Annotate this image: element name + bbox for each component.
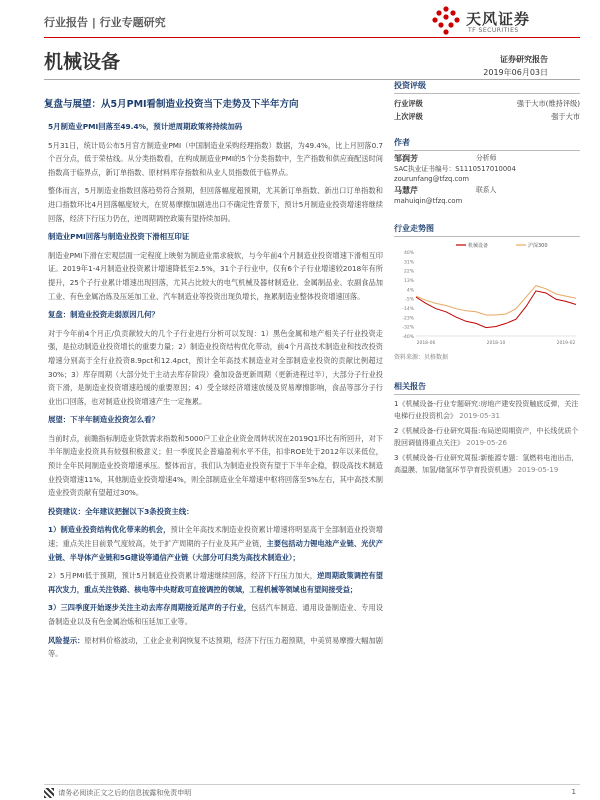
y-tick-label: 22%	[403, 269, 414, 275]
x-tick-label: 2018-10	[486, 340, 506, 346]
series-line	[416, 291, 576, 328]
logo-name-cn: 天风证券	[466, 10, 531, 28]
y-tick-label: 4%	[406, 288, 414, 294]
paragraph: 整体而言，5月制造业指数回落趋势符合预期，但回落幅度超预期，尤其新订单指数、新出口订单指数和进口指数环比4月回落幅度较大，在贸易摩擦加剧进出口不确定性背景下，预计5月制造业投资增速将继续回落，经济下行压力仍在，逆周期调控政策有望持续加码。	[48, 186, 383, 223]
y-tick-label: -5%	[405, 297, 414, 303]
paragraph: 5月31日，统计局公布5月官方制造业PMI（中国制造业采购经理指数）数据，为49.4%，比上月回落0.7个百分点，低于荣枯线。从分类指数看，在构成制造业PMI的5个分类指数中，生产指数和供应商配送时间指数高于临界点，新订单指数、原材料库存指数和从业人员指数低于临界点。	[48, 140, 383, 177]
report-date: 2019年06月03日	[483, 68, 548, 77]
trend-title: 行业走势图	[394, 221, 580, 237]
rating-label: 上次评级	[394, 111, 423, 121]
author-title: 作者	[394, 135, 580, 151]
paragraph: 当前时点，前瞻指标制造业贷款需求指数和5000户工业企业资金周转状况在2019Q1环比有所回升，对下半年制造业投资具有较强积极意义；但一季度民企普遍盈利水平不佳，扣非ROE处于2012年以来低位，预计全年民间制造业投资增速承压。整体而言，我们认为制造业投资有望于下半年企稳，假设高技术制造业投资增速11%，其他制造业投资增速4%，则全部制造业全年增速中枢将回落至5%左右，其中高技术制造业投资贡献有望超过30%。	[48, 433, 383, 498]
related-date: 2019-05-26	[466, 438, 507, 447]
text: 原材料价格波动，工业企业利润恢复不达预期，经济下行压力超预期，中美贸易摩擦大幅加剧等。	[48, 635, 383, 659]
footer	[44, 788, 580, 798]
x-tick-label: 2019-02	[556, 340, 576, 346]
text: 2）5月PMI低于预期，预计5月制造业投资累计增速继续回落，经济下行压力加大，	[48, 571, 318, 581]
related-link[interactable]: 3《机械设备-行业研究周报:新能源专题：氢燃料电池出击，高温膜、加氢/储氢环节孕育投资机遇》	[394, 453, 579, 474]
rating-label: 行业评级	[394, 98, 423, 108]
report-category: 行业报告 | 行业专题研究	[44, 16, 166, 29]
related-item[interactable]	[394, 452, 580, 476]
report-type: 证券研究报告	[500, 55, 548, 64]
related-item[interactable]	[394, 398, 580, 422]
paragraph	[48, 523, 383, 564]
page-number: 1	[571, 788, 576, 796]
series-line	[416, 285, 576, 314]
paragraph: 对于今年前4个月正/负贡献较大的几个子行业进行分析可以发现：1）黑色金属和地产相关子行业投资走强，是拉动制造业投资增长的重要力量；2）制造业投资结构优化带动，前4个月高技术制造业和技改投资增速分别高于全行业投资8.9pct和12.4pct，预计全年高技术制造业对全部制造业投资的贡献比例超过30%；3）库存周期（大部分处于主动去库存阶段）叠加设备更新周期（更新进程过半），大部分子行业投资下滑，是制造业投资增速趋缓的重要原因；4）受全球经济增速放缓及贸易摩擦影响，食品等部分子行业出口回落，也对制造业投资增速产生一定拖累。	[48, 328, 383, 406]
trend-chart-svg	[394, 240, 580, 350]
paragraph: 制造业PMI下滑在宏观层面一定程度上映射为制造业需求疲软，与今年前4个月制造业投资增速下滑相互印证。2019年1-4月制造业投资累计增速降低至2.5%，31个子行业中，仅有6个子行业增速较2018年有所提升，25个子行业累计增速出现回落，尤其占比较大的电气机械及器材制造业、金属制品业、农副食品加工业、有色金属冶炼及压延加工业、汽车制造业等投资出现负增长，拖累制造业整体投资增速回落。	[48, 250, 383, 301]
x-tick-label: 2018-06	[416, 340, 436, 346]
legend-label: 机械设备	[468, 242, 489, 249]
author-cert: SAC执业证书编号：S1110517010004	[394, 165, 516, 173]
y-tick-label: 40%	[403, 250, 414, 256]
bold-lead: 3）三四季度开始逐步关注主动去库存周期接近尾声的子行业，	[48, 603, 252, 613]
section-heading: 展望：下半年制造业投资怎么看？	[48, 415, 159, 425]
section-heading: 复盘：制造业投资走弱原因几何？	[48, 310, 159, 320]
main-content	[48, 120, 383, 666]
qr-icon	[44, 788, 54, 798]
rating-title: 投资评级	[394, 78, 580, 94]
related-item[interactable]	[394, 425, 580, 449]
author-block	[394, 154, 580, 207]
rating-row	[394, 110, 580, 123]
related-title: 相关报告	[394, 379, 580, 395]
footer-disclaimer: 请务必阅读正文之后的信息披露和免责申明	[58, 789, 192, 797]
related-link[interactable]: 2《机械设备-行业研究周报:布局逆周期资产，中长线优质个股回调值得重点关注》	[394, 426, 579, 447]
rating-value: 强于大市	[551, 111, 580, 121]
y-tick-label: -23%	[402, 316, 414, 322]
section-heading: 投资建议：全年建议把握以下3条投资主线：	[48, 506, 194, 516]
paragraph	[48, 634, 383, 661]
author-role: 分析师	[476, 154, 497, 162]
section-heading: 制造业PMI回落与制造业投资下滑相互印证	[48, 232, 190, 242]
related-link[interactable]: 1《机械设备-行业专题研究:房地产建安投资触底反弹，关注电梯行业投资机会》	[394, 399, 579, 420]
author-email[interactable]: zourunfang@tfzq.com	[394, 174, 470, 183]
section-heading: 5月制造业PMI回落至49.4%，预计逆周期政策将持续加码	[48, 122, 243, 131]
trend-chart	[394, 240, 580, 350]
y-tick-label: 13%	[403, 278, 414, 284]
related-reports	[394, 398, 580, 476]
footer-rule	[44, 784, 580, 785]
header-rule	[44, 37, 580, 38]
related-date: 2019-05-31	[459, 411, 500, 420]
author-role: 联系人	[476, 186, 497, 195]
text: 预计全年高技术制造业投资累计增速将明显高于全部制造业投资增速；重点关注目前景气度较高，处于扩产周期的子行业及其产业链，	[48, 525, 383, 549]
author-name: 邹润芳	[394, 154, 418, 163]
y-tick-label: -14%	[402, 306, 414, 312]
bold-lead: 1）制造业投资结构优化带来的机会，	[48, 525, 171, 535]
rating-value: 强于大市(维持评级)	[516, 98, 580, 108]
bold-text: 主要包括动力锂电池产业链、光伏产业链、半导体产业链和5G建设等通信产业链（大部分可归类为高技术制造业）；	[48, 539, 383, 562]
page-title: 机械设备	[44, 51, 121, 73]
y-tick-label: 31%	[403, 260, 414, 266]
related-date: 2019-05-19	[517, 465, 559, 474]
logo-name-en: TF SECURITIES	[468, 27, 519, 34]
rating-row	[394, 97, 580, 110]
author-email[interactable]: mahuiqin@tfzq.com	[394, 197, 463, 206]
logo	[430, 4, 580, 40]
y-tick-label: -40%	[402, 334, 414, 340]
bold-text: 逆周期政策调控有望再次发力，重点关注铁路、核电等中央财政可直接调控的领域，工程机械等领域也有望间接受益；	[48, 571, 383, 594]
y-tick-label: -32%	[402, 325, 414, 331]
bold-lead: 风险提示：	[48, 635, 85, 645]
chart-source: 资料来源：贝格数据	[394, 353, 449, 361]
paragraph	[48, 601, 383, 628]
sidebar	[394, 78, 580, 479]
legend-label: 沪深300	[528, 242, 548, 249]
paragraph	[48, 569, 383, 596]
text: 包括汽车制造、通用设备制造业、专用设备制造业以及有色金属冶炼和压延加工业等。	[48, 603, 383, 626]
report-subtitle: 复盘与展望：从5月PMI看制造业投资当下走势及下半年方向	[44, 99, 299, 110]
author-name: 马慧芹	[394, 186, 418, 196]
logo-mark-icon	[430, 6, 462, 36]
